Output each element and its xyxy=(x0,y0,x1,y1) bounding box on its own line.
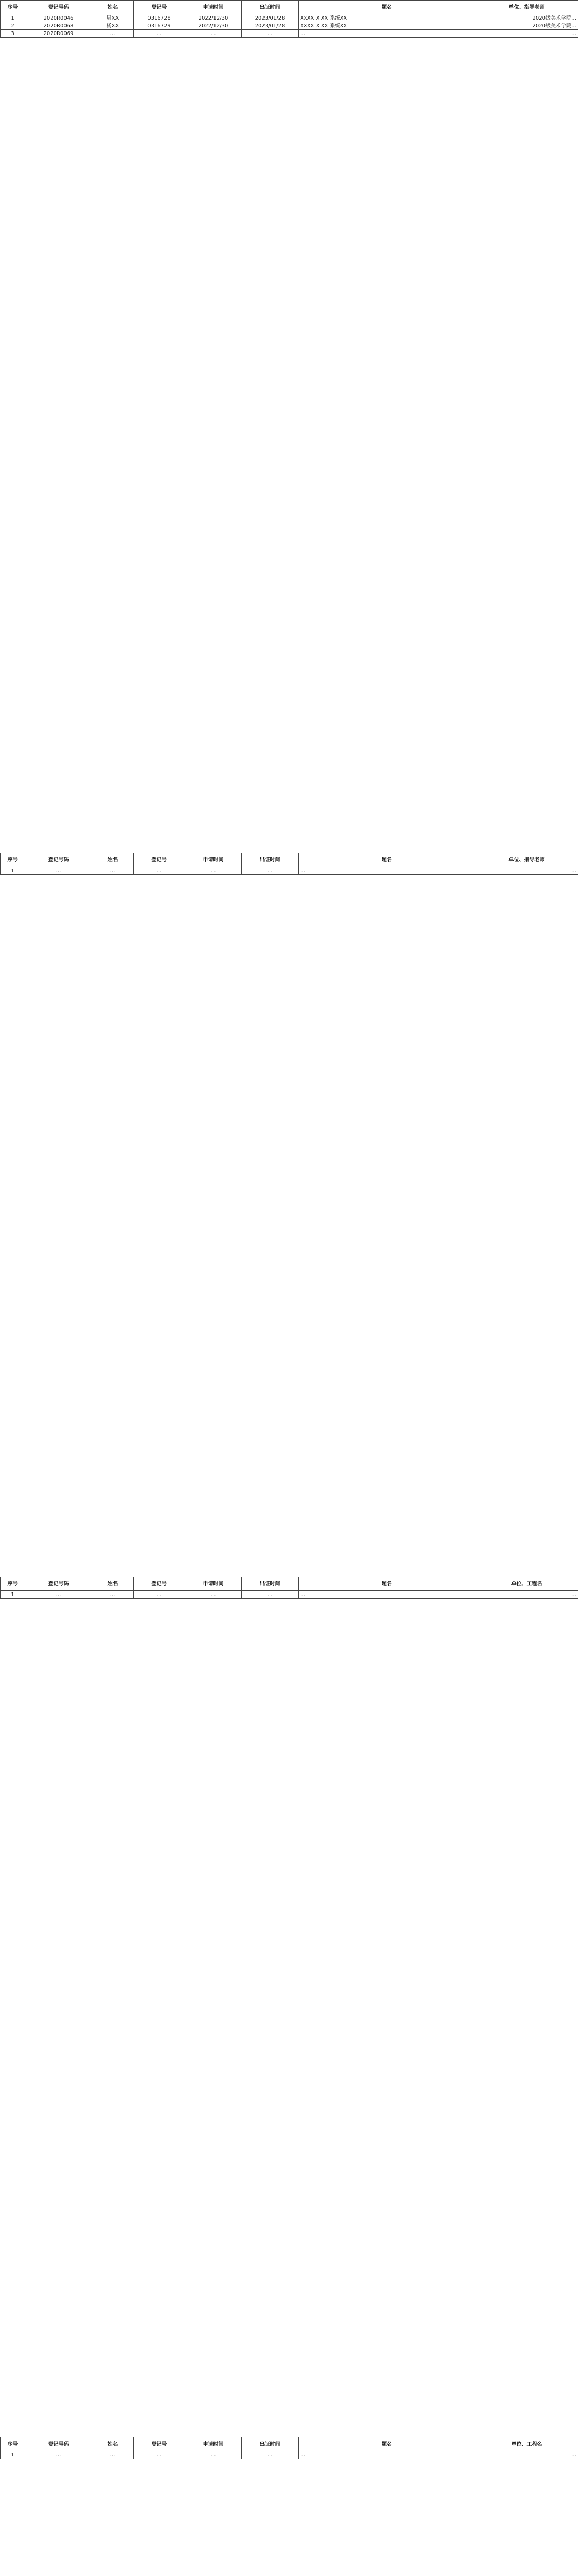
cell-index: 3 xyxy=(1,30,25,38)
header-reg-no: 登记号 xyxy=(134,853,185,867)
cell-reg-no: 0316728 xyxy=(134,14,185,22)
header-title: 题名 xyxy=(299,2437,475,2451)
cell-name: … xyxy=(92,2451,134,2459)
cell-title: … xyxy=(299,1591,475,1599)
header-issue-date: 出证时间 xyxy=(242,1577,299,1591)
registration-table xyxy=(0,0,578,38)
header-index: 序号 xyxy=(1,1,25,14)
table-row xyxy=(1,2451,578,2459)
header-reg-code: 登记号码 xyxy=(25,2437,92,2451)
cell-unit: … xyxy=(475,1591,578,1599)
cell-issue-date: … xyxy=(242,867,299,875)
cell-apply-date: … xyxy=(185,867,242,875)
header-apply-date: 申请时间 xyxy=(185,853,242,867)
cell-index: 2 xyxy=(1,22,25,30)
cell-name: … xyxy=(92,30,134,38)
cell-reg-no: … xyxy=(134,2451,185,2459)
table-row xyxy=(1,1591,578,1599)
header-reg-code: 登记号码 xyxy=(25,1,92,14)
header-apply-date: 申请时间 xyxy=(185,2437,242,2451)
cell-name: 杨XX xyxy=(92,22,134,30)
header-reg-code: 登记号码 xyxy=(25,1577,92,1591)
cell-index: 1 xyxy=(1,2451,25,2459)
header-unit: 单位、指导老师 xyxy=(475,1,578,14)
header-issue-date: 出证时间 xyxy=(242,2437,299,2451)
cell-apply-date: … xyxy=(185,1591,242,1599)
header-title: 题名 xyxy=(299,853,475,867)
header-unit: 单位、指导老师 xyxy=(475,853,578,867)
cell-reg-code: … xyxy=(25,1591,92,1599)
header-title: 题名 xyxy=(299,1,475,14)
header-unit: 单位、工程名 xyxy=(475,2437,578,2451)
table-segment xyxy=(0,0,578,38)
cell-unit: … xyxy=(475,2451,578,2459)
cell-unit: … xyxy=(475,867,578,875)
cell-name: 周XX xyxy=(92,14,134,22)
header-issue-date: 出证时间 xyxy=(242,1,299,14)
cell-reg-no: … xyxy=(134,867,185,875)
cell-issue-date: … xyxy=(242,30,299,38)
table-segment xyxy=(0,1577,578,1599)
registration-table xyxy=(0,1577,578,1599)
table-segment xyxy=(0,2437,578,2459)
cell-name: … xyxy=(92,867,134,875)
cell-issue-date: 2023/01/28 xyxy=(242,22,299,30)
header-name: 姓名 xyxy=(92,1577,134,1591)
header-index: 序号 xyxy=(1,2437,25,2451)
cell-issue-date: 2023/01/28 xyxy=(242,14,299,22)
cell-unit: 2020级美术学院… xyxy=(475,14,578,22)
cell-apply-date: 2022/12/30 xyxy=(185,14,242,22)
cell-reg-no: 0316729 xyxy=(134,22,185,30)
cell-apply-date: … xyxy=(185,30,242,38)
cell-title: … xyxy=(299,2451,475,2459)
header-name: 姓名 xyxy=(92,853,134,867)
table-row xyxy=(1,22,578,30)
cell-index: 1 xyxy=(1,14,25,22)
header-name: 姓名 xyxy=(92,2437,134,2451)
cell-unit: … xyxy=(475,30,578,38)
header-issue-date: 出证时间 xyxy=(242,853,299,867)
cell-title: XXXX X XX 系统XX xyxy=(299,14,475,22)
registration-table xyxy=(0,2437,578,2459)
cell-unit: 2020级美术学院… xyxy=(475,22,578,30)
cell-title: XXXX X XX 系统XX xyxy=(299,22,475,30)
header-apply-date: 申请时间 xyxy=(185,1,242,14)
cell-index: 1 xyxy=(1,1591,25,1599)
header-index: 序号 xyxy=(1,1577,25,1591)
cell-reg-code: … xyxy=(25,2451,92,2459)
header-row xyxy=(1,853,578,867)
cell-reg-code: 2020R0068 xyxy=(25,22,92,30)
cell-index: 1 xyxy=(1,867,25,875)
cell-issue-date: … xyxy=(242,2451,299,2459)
table-segment xyxy=(0,853,578,875)
table-row xyxy=(1,30,578,38)
cell-apply-date: … xyxy=(185,2451,242,2459)
header-reg-no: 登记号 xyxy=(134,1577,185,1591)
cell-reg-code: … xyxy=(25,867,92,875)
header-unit: 单位、工程名 xyxy=(475,1577,578,1591)
header-name: 姓名 xyxy=(92,1,134,14)
table-row xyxy=(1,14,578,22)
header-apply-date: 申请时间 xyxy=(185,1577,242,1591)
header-row xyxy=(1,2437,578,2451)
cell-title: … xyxy=(299,867,475,875)
header-reg-no: 登记号 xyxy=(134,1,185,14)
cell-reg-code: 2020R0046 xyxy=(25,14,92,22)
header-reg-code: 登记号码 xyxy=(25,853,92,867)
cell-apply-date: 2022/12/30 xyxy=(185,22,242,30)
cell-reg-no: … xyxy=(134,30,185,38)
cell-name: … xyxy=(92,1591,134,1599)
cell-reg-code: 2020R0069 xyxy=(25,30,92,38)
header-index: 序号 xyxy=(1,853,25,867)
table-row xyxy=(1,867,578,875)
header-row xyxy=(1,1,578,14)
registration-table xyxy=(0,853,578,875)
header-title: 题名 xyxy=(299,1577,475,1591)
header-reg-no: 登记号 xyxy=(134,2437,185,2451)
cell-reg-no: … xyxy=(134,1591,185,1599)
header-row xyxy=(1,1577,578,1591)
cell-issue-date: … xyxy=(242,1591,299,1599)
cell-title: … xyxy=(299,30,475,38)
